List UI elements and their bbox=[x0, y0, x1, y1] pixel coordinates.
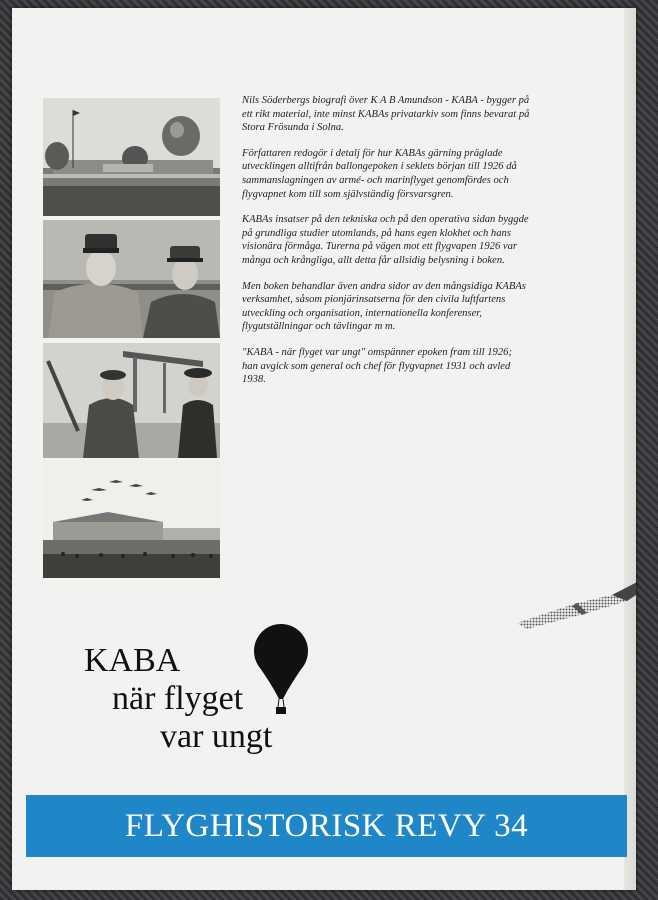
description-text bbox=[242, 94, 530, 399]
balloon-icon bbox=[252, 623, 310, 721]
paragraph-2: Författaren redogör i detalj för hur KABAs gärning präglade utvecklingen alltifrån ballongepoken i seklets början till 1926 då sammanslagningen av armé- och marinflyget genomfördes och flygvapnet kom till som självständig försvarsgren. bbox=[242, 147, 517, 200]
paragraph-1: Nils Söderbergs biografi över K A B Amundson - KABA - bygger på ett rikt material, inte minst KABAs privatarkiv som finns bevarat på Stora Frösunda i Solna. bbox=[242, 95, 530, 134]
series-name: FLYGHISTORISK REVY 34 bbox=[124, 807, 529, 844]
photo-balloons-field bbox=[43, 98, 220, 216]
photo-men-with-aircraft bbox=[43, 343, 220, 458]
book-back-cover bbox=[12, 8, 636, 890]
title-line-1: KABA bbox=[84, 642, 181, 679]
title-line-2: när flyget bbox=[112, 680, 244, 717]
series-banner bbox=[26, 795, 627, 857]
photo-airfield-crowd bbox=[43, 460, 220, 578]
paragraph-3: KABAs insatser på den tekniska och på den operativa sidan byggde på grundliga studier utomlands, på hans egen klokhet och hans visionära förmåga. Turerna på vägen mot ett flygvapen 1926 var många och krångliga, allt detta får allsidig belysning i boken. bbox=[242, 214, 529, 266]
airplane-graphic bbox=[517, 575, 636, 630]
paragraph-4: Men boken behandlar även andra sidor av den mångsidiga KABAs verksamhet, såsom pionjärinsatserna för den civila luftfartens utveckling och organisation, internationella konferenser, flygutställningar och tävlingar m m. bbox=[242, 280, 526, 333]
title-line-3: var ungt bbox=[160, 718, 273, 755]
cover-edge bbox=[624, 8, 636, 890]
paragraph-5: "KABA - när flyget var ungt" omspänner epoken fram till 1926; han avgick som general och chef för flygvapnet 1931 och avled 1938. bbox=[242, 346, 512, 386]
photo-two-officers bbox=[43, 220, 220, 338]
